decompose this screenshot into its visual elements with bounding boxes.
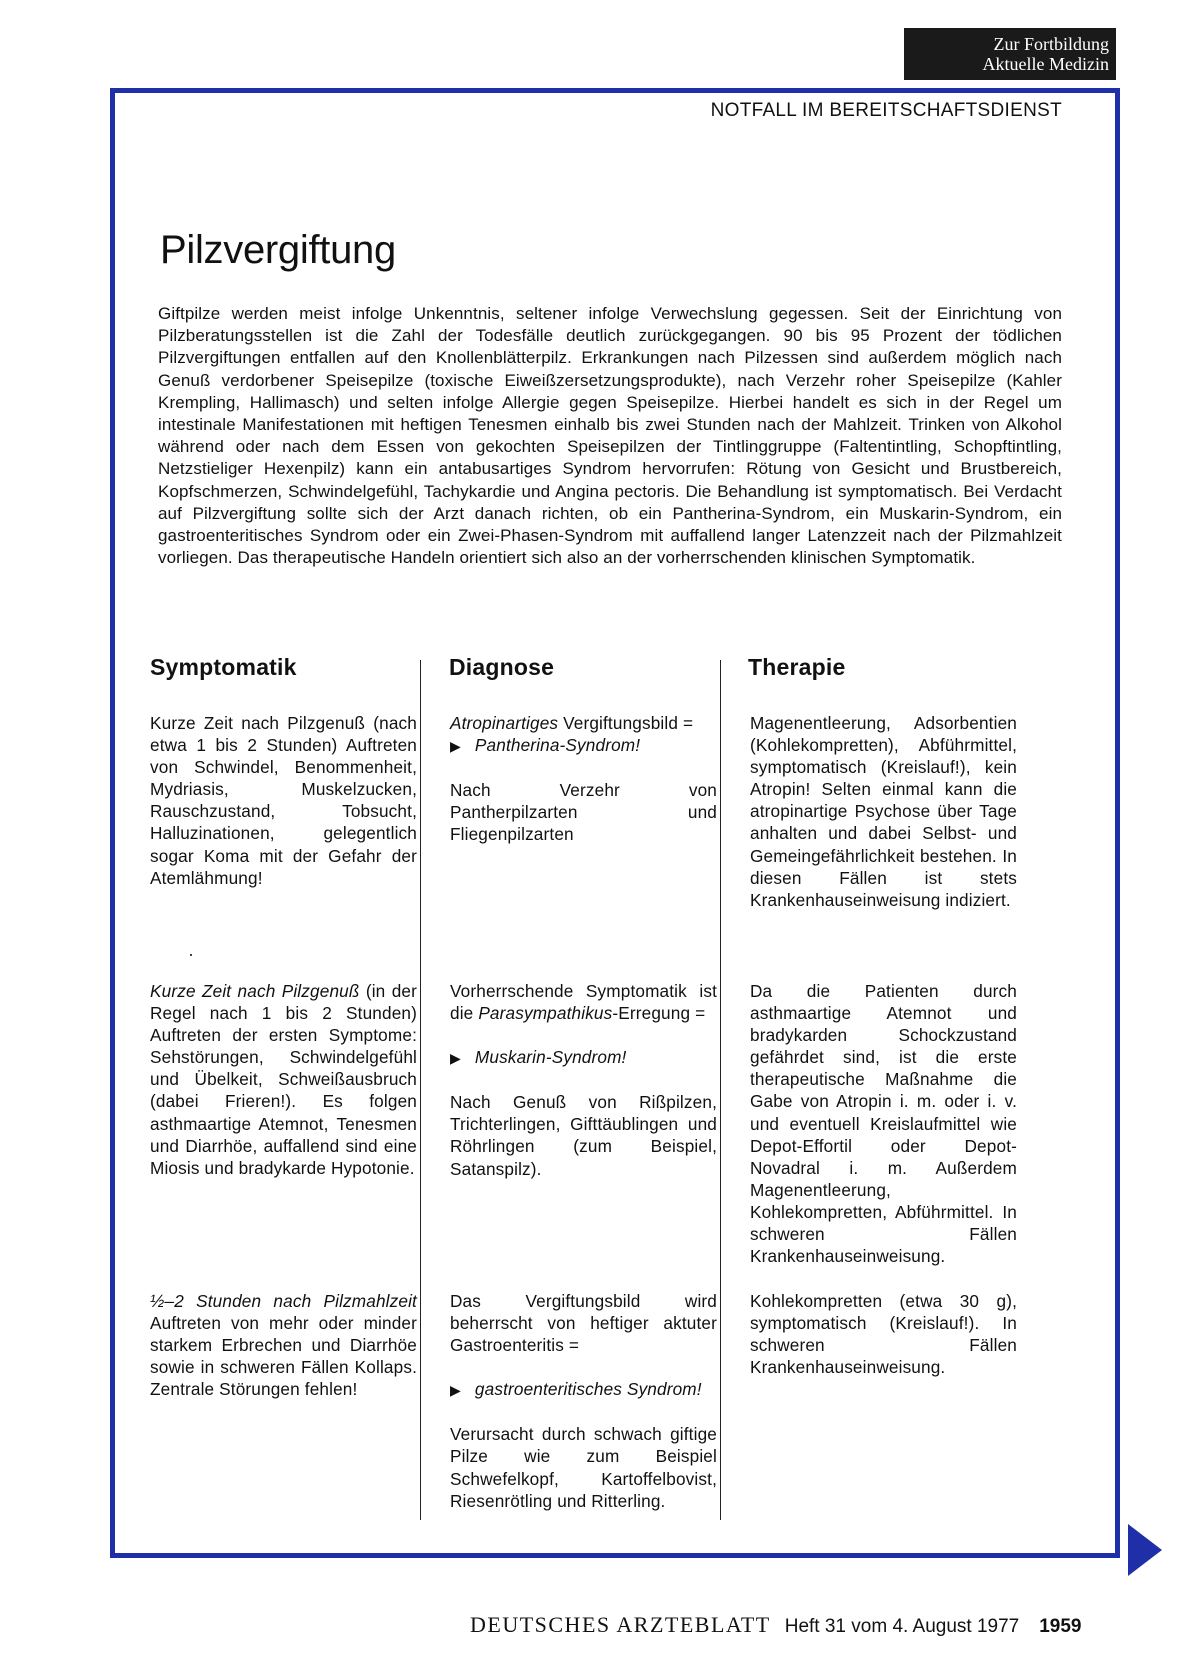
row-3-symptomatik-text: Auftreten von mehr oder minder starkem Erbrechen und Diarrhöe sowie in schweren Fällen Kollaps. Zentrale Störungen fehlen! (150, 1313, 417, 1400)
row-2-diagnose (450, 980, 717, 1180)
heading-symptomatik: Symptomatik (150, 654, 297, 680)
row-2-diagnose-lead-b: -Erregung = (612, 1003, 706, 1024)
row-2-symptomatik-text: (in der Regel nach 1 bis 2 Stunden) Auftreten der ersten Symptome: Sehstörungen, Schwindelgefühl und Übelkeit, Schweißausbruch (dabei Frieren!). Es folgen asthmaartige Atemnot, Tenesmen und Diarrhöe, auffallend sind eine Miosis und bradykarde Hypotonie. (150, 981, 417, 1178)
page-number: 1959 (1039, 1616, 1082, 1637)
row-3-therapie (750, 1290, 1017, 1378)
row-3-diagnose-note: Verursacht durch schwach giftige Pilze wie zum Beispiel Schwefelkopf, Kartoffelbovist, Riesenrötling und Ritterling. (450, 1424, 717, 1511)
row-3-diagnose-lead: Das Vergiftungsbild wird beherrscht von heftiger aktuter Gastroenteritis = (450, 1291, 717, 1356)
row-1-therapie-text: Magenentleerung, Adsorbentien (Kohlekompretten), Abführmittel, symptomatisch (Kreislauf!), kein Atropin! Selten einmal kann die atropinartige Psychose über Tage anhalten und dabei Selbst- und Gemeingefährlichkeit bestehen. In diesen Fällen ist stets Krankenhauseinweisung indiziert. (750, 713, 1017, 910)
section-tag-line-2: Aktuelle Medizin (982, 54, 1109, 74)
row-2-diagnose-note: Nach Genuß von Rißpilzen, Trichterlingen, Gifttäublingen und Röhrlingen (zum Beispiel, Satanspilz). (450, 1092, 717, 1179)
row-1-diagnose-note: Nach Verzehr von Pantherpilzarten und Fliegenpilzarten (450, 780, 717, 845)
column-divider-2 (720, 660, 721, 1520)
row-2-symptomatik (150, 980, 417, 1179)
row-1-syndrome: Pantherina-Syndrom! (474, 735, 641, 756)
article-title: Pilzvergiftung (160, 228, 396, 272)
row-2-therapie (750, 980, 1017, 1267)
row-1-diagnose-lead-rest: Vergiftungsbild = (558, 713, 694, 733)
row-1-symptomatik (150, 712, 417, 889)
continue-arrow-icon (1128, 1524, 1162, 1576)
row-3-diagnose (450, 1290, 717, 1512)
row-1-diagnose (450, 712, 717, 845)
row-2-diagnose-lead (450, 980, 717, 1024)
row-2-diagnose-lead-italic: Parasympathikus (478, 1003, 613, 1024)
triangle-arrow-icon: ▶ (450, 1382, 461, 1399)
column-divider-1 (420, 660, 421, 1520)
row-1-symptomatik-text: Kurze Zeit nach Pilzgenuß (nach etwa 1 bis 2 Stunden) Auftreten von Schwindel, Benommenheit, Mydriasis, Muskelzucken, Rauschzustand, Tobsucht, Halluzinationen, gelegentlich sogar Koma mit der Gefahr der Atemlähmung! (150, 713, 417, 888)
issue-info: Heft 31 vom 4. August 1977 (784, 1616, 1020, 1637)
heading-diagnose: Diagnose (449, 654, 555, 680)
row-1-diagnose-lead (450, 712, 717, 757)
print-speck (190, 954, 192, 956)
section-tag (904, 28, 1116, 80)
section-tag-line-1: Zur Fortbildung (993, 34, 1109, 54)
row-2-symptomatik-lead: Kurze Zeit nach Pilzgenuß (150, 981, 360, 1001)
row-3-syndrome: gastroenteritisches Syndrom! (474, 1379, 702, 1400)
row-2-therapie-text: Da die Patienten durch asthmaartige Atemnot und bradykarden Schockzustand gefährdet sind, ist die erste therapeutische Maßnahme die Gabe von Atropin i. m. oder i. v. und eventuell Kreislaufmittel wie Depot-Effortil oder Depot-Novadral i. m. Außerdem Magenentleerung, Kohlekompretten, Abführmittel. In schweren Fällen Krankenhauseinweisung. (750, 981, 1017, 1267)
row-2-syndrome: Muskarin-Syndrom! (474, 1047, 627, 1068)
series-title: NOTFALL IM BEREITSCHAFTSDIENST (710, 100, 1062, 121)
page-footer (470, 1612, 1120, 1638)
row-3-therapie-text: Kohlekompretten (etwa 30 g), symptomatisch (Kreislauf!). In schweren Fällen Krankenhauseinweisung. (750, 1291, 1017, 1378)
row-1-diagnose-lead-italic: Atropinartiges (450, 713, 559, 733)
intro-paragraph: Giftpilze werden meist infolge Unkenntnis, seltener infolge Verwechslung gegessen. Seit der Einrichtung von Pilzberatungsstellen ist die Zahl der Todesfälle deutlich zurückgegangen. 90 bis 95 Prozent der tödlichen Pilzvergiftungen entfallen auf den Knollenblätterpilz. Erkrankungen nach Pilzessen sind außerdem möglich nach Genuß verdorbener Speisepilze (toxische Eiweißzersetzungsprodukte), nach Verzehr roher Speisepilze (Kahler Krempling, Hallimasch) und selten infolge Allergie gegen Speisepilze. Hierbei handelt es sich in der Regel um intestinale Manifestationen mit heftigen Tenesmen einhalb bis zwei Stunden nach der Mahlzeit. Trinken von Alkohol während oder nach dem Essen von gekochten Speisepilzen der Tintlinggruppe (Faltentintling, Schopftintling, Netzstieliger Hexenpilz) kann ein antabusartiges Syndrom hervorrufen: Rötung von Gesicht und Brustbereich, Kopfschmerzen, Schwindelgefühl, Tachykardie und Angina pectoris. Die Behandlung ist symptomatisch. Bei Verdacht auf Pilzvergiftung sollte sich der Arzt danach richten, ob ein Pantherina-Syndrom, ein Muskarin-Syndrom, ein gastroenteritisches Syndrom oder ein Zwei-Phasen-Syndrom mit auffallend langer Latenzzeit nach der Pilzmahlzeit vorliegen. Das therapeutische Handeln orientiert sich also an der vorherrschenden klinischen Symptomatik. (158, 304, 1062, 568)
triangle-arrow-icon: ▶ (450, 1050, 461, 1067)
triangle-arrow-icon: ▶ (450, 738, 461, 755)
row-2-diagnose-lead-a: Vorherrschende Symptomatik ist die (450, 981, 717, 1024)
row-3-symptomatik (150, 1290, 417, 1400)
row-3-symptomatik-lead: ½–2 Stunden nach Pilzmahlzeit (150, 1291, 417, 1311)
row-1-therapie (750, 712, 1017, 911)
journal-name: DEUTSCHES ARZTEBLATT (470, 1612, 771, 1637)
heading-therapie: Therapie (748, 654, 846, 680)
